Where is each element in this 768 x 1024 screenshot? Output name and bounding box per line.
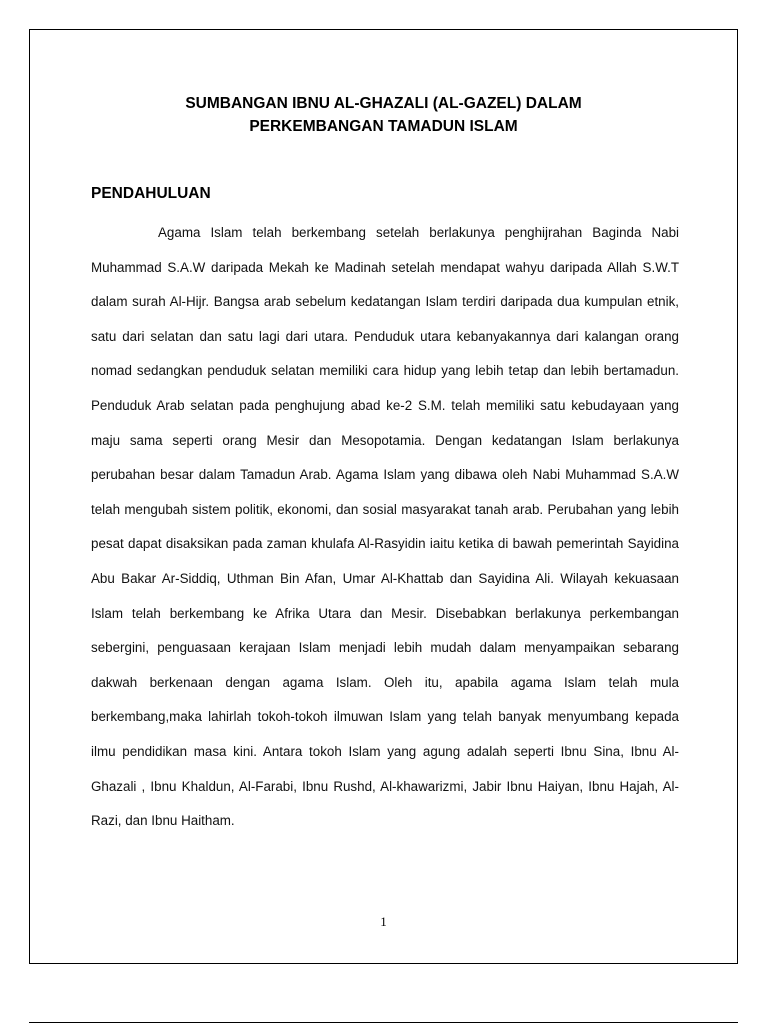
title-line-2: PERKEMBANGAN TAMADUN ISLAM <box>249 118 518 135</box>
body-paragraph: Agama Islam telah berkembang setelah berlakunya penghijrahan Baginda Nabi Muhammad S.A.W daripada Mekah ke Madinah setelah mendapat wahyu daripada Allah S.W.T dalam surah Al-Hijr. Bangsa arab sebelum kedatangan Islam terdiri daripada dua kumpulan etnik, satu dari selatan dan satu lagi dari utara. Penduduk utara kebanyakannya dari kalangan orang nomad sedangkan penduduk selatan memiliki cara hidup yang lebih tetap dan lebih bertamadun. Penduduk Arab selatan pada penghujung abad ke-2 S.M. telah memiliki satu kebudayaan yang maju sama seperti orang Mesir dan Mesopotamia. Dengan kedatangan Islam berlakunya perubahan besar dalam Tamadun Arab. Agama Islam yang dibawa oleh Nabi Muhammad S.A.W telah mengubah sistem politik, ekonomi, dan sosial masyarakat tanah arab. Perubahan yang lebih pesat dapat disaksikan pada zaman khulafa Al-Rasyidin iaitu ketika di bawah pemerintah Sayidina Abu Bakar Ar-Siddiq, Uthman Bin Afan, Umar Al-Khattab dan Sayidina Ali. Wilayah kekuasaan Islam telah berkembang ke Afrika Utara dan Mesir. Disebabkan berlakunya perkembangan sebergini, penguasaan kerajaan Islam menjadi lebih mudah dalam menyampaikan sebarang dakwah berkenaan dengan agama Islam. Oleh itu, apabila agama Islam telah mula berkembang,maka lahirlah tokoh-tokoh ilmuwan Islam yang telah banyak menyumbang kepada ilmu pendidikan masa kini. Antara tokoh Islam yang agung adalah seperti Ibnu Sina, Ibnu Al-Ghazali , Ibnu Khaldun, Al-Farabi, Ibnu Rushd, Al-khawarizmi, Jabir Ibnu Haiyan, Ibnu Hajah, Al-Razi, dan Ibnu Haitham. <box>91 225 679 829</box>
document-page <box>29 29 738 964</box>
section-heading: PENDAHULUAN <box>91 185 211 202</box>
title-line-1: SUMBANGAN IBNU AL-GHAZALI (AL-GAZEL) DALAM <box>185 95 582 112</box>
next-page-edge <box>29 1022 738 1023</box>
page-number: 1 <box>380 914 387 929</box>
document-title <box>30 92 737 138</box>
